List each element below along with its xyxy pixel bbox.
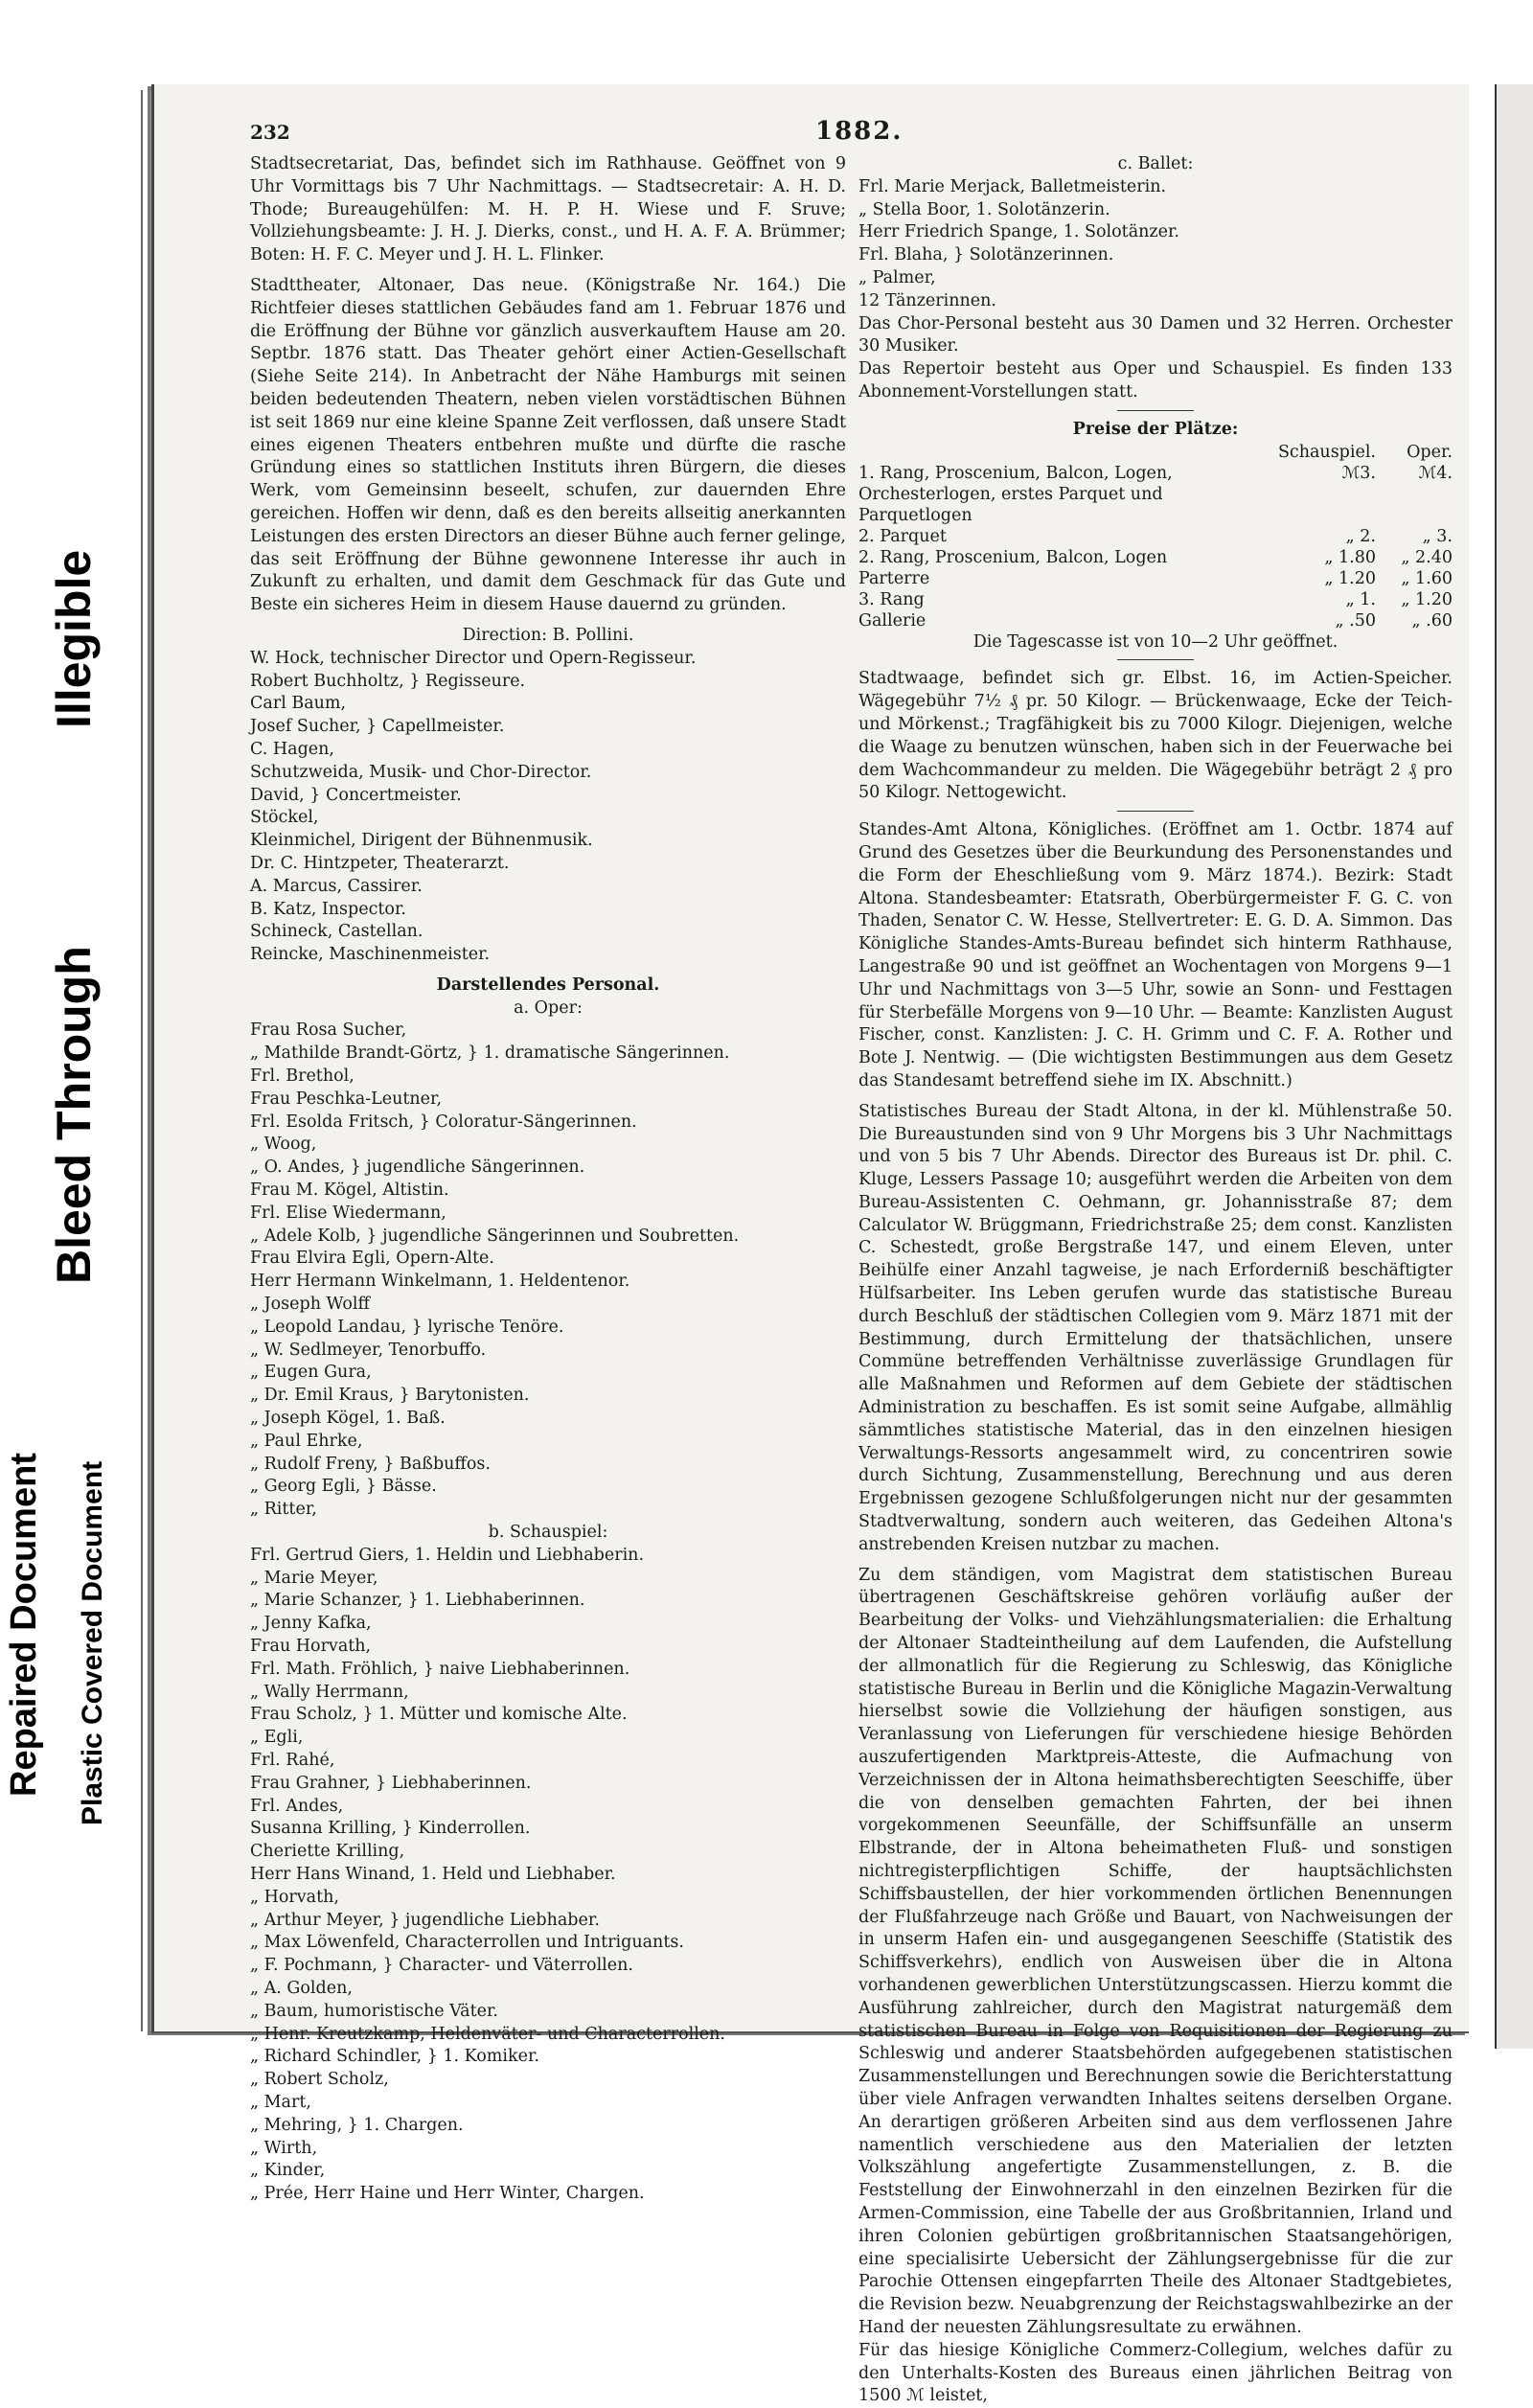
price-label: 2. Rang, Proscenium, Balcon, Logen — [858, 547, 1168, 567]
schauspiel-cast-entry: Frl. Gertrud Giers, 1. Heldin und Liebhaberin. — [250, 1545, 645, 1565]
facing-page-edge — [1495, 84, 1533, 2049]
repaired-document-label: Repaired Document — [4, 1453, 44, 1797]
price-schauspiel: „ 1.80 — [1324, 547, 1376, 567]
price-label: 3. Rang — [858, 589, 925, 609]
bleed-through-label: Bleed Through — [47, 946, 101, 1284]
schauspiel-cast-entry: „ Egli, — [250, 1728, 304, 1748]
staff-entry: Schutzweida, Musik- und Chor-Director. — [250, 762, 592, 782]
geschaeftskreis-paragraph: Zu dem ständigen, vom Magistrat dem statistischen Bureau übertragenen Geschäftskreise gehören vorläufig außer der Bearbeitung der Volks- und Viehzählungsmaterialien: die Erhaltung der Altonaer Stadteintheilung auf dem Laufenden, die Aufstellung der allmonatlich für die Regierung zu Schleswig, das Königliche statistische Bureau in Berlin und die Königliche Magazin-Verwaltung hierselbst sowie die Vollziehung der häufigen sonstigen, aus Veranlassung von Lieferungen für verschiedene hiesige Behörden auszufertigenden Marktpreis-Atteste, die Aufmachung von Verzeichnissen der in Altona heimathsberechtigten Seeschiffe, über die von denselben gemachten Fahrten, der bei ihnen vorgekommenen Seeunfälle, der Schiffsunfälle an unserm Elbstrande, der in Altona beheimatheten Fluß- und sonstigen nichtregisterpflichtigen Schiffe, der hauptsächlichsten Schiffsbaustellen, der hier vorkommenden örtlichen Benennungen der Flußfahrzeuge nach Größe und Bauart, von Nachweisungen der in unserm Hafen ein- und ausgegangenen Seeschiffe (Statistik des Schiffsverkehrs), endlich von Ausweisen über die in Altona vorhandenen gewerblichen Unterstützungscassen. Hierzu kommt die Ausführung zahlreicher, durch den Magistrat naturgemäß dem statistischen Bureau in Folge von Requisitionen der Regierung zu Schleswig und anderer Staatsbehörden aufgegebenen statistischen Zusammenstellungen und Berechnungen sowie die Berichterstattung über viele Anfragen verwandten Inhaltes seitens derselben Organe. An derartigen größeren Arbeiten sind aus dem verflossenen Jahre namentlich verschiedene aus den Materialien der letzten Volkszählung angefertigte Zusammenstellungen, z. B. die Feststellung der Einwohnerzahl in den einzelnen Bezirken für die Armen-Commission, eine Tabelle der aus Großbritannien, Irland und ihren Colonien gebürtigen großbritannischen Staatsangehörigen, eine specialisirte Uebersicht der Zählungsergebnisse für die zur Parochie Ottensen eingepfarrten Theile des Altonaer Stadtgebietes, die Revision bezw. Neuabgrenzung der Reichstagswahlbezirke an der Hand der neuesten Zählungsresultate zu erwähnen. — [858, 1565, 1453, 2337]
plastic-covered-label: Plastic Covered Document — [77, 1460, 108, 1825]
left-column — [250, 153, 846, 2206]
staff-entry: B. Katz, Inspector. — [250, 899, 406, 919]
staff-entry: Carl Baum, — [250, 694, 347, 714]
schauspiel-cast-entry: Susanna Krilling, } Kinderrollen. — [250, 1819, 531, 1839]
schauspiel-cast-entry: Herr Hans Winand, 1. Held und Liebhaber. — [250, 1864, 616, 1884]
direction-heading: Direction: B. Pollini. — [462, 625, 634, 645]
price-label: Parterre — [858, 568, 930, 588]
price-row — [858, 526, 1453, 547]
schauspiel-cast-entry: Frl. Rahé, — [250, 1750, 335, 1770]
price-oper: „ 1.60 — [1401, 568, 1453, 588]
price-table-header — [858, 442, 1453, 463]
oper-cast-entry: Frau Rosa Sucher, — [250, 1021, 407, 1041]
staff-entry: Reincke, Maschinenmeister. — [250, 945, 491, 965]
schauspiel-cast-entry: „ Kinder, — [250, 2161, 326, 2181]
commerz-paragraph: Für das hiesige Königliche Commerz-Collegium, welches dafür zu den Unterhalts-Kosten des Bureaus einen jährlichen Beitrag von 1500 ℳ leistet, — [858, 2340, 1453, 2406]
oper-cast-entry: „ Adele Kolb, } jugendliche Sängerinnen und Soubretten. — [250, 1226, 740, 1246]
schauspiel-cast-entry: Frau Horvath, — [250, 1637, 372, 1656]
oper-heading: a. Oper: — [514, 998, 583, 1018]
preise-heading: Preise der Plätze: — [1072, 419, 1239, 439]
schauspiel-cast-entry: „ Max Löwenfeld, Characterrollen und Intriguants. — [250, 1933, 684, 1953]
price-schauspiel: „ 1. — [1345, 589, 1376, 609]
price-col-schauspiel: Schauspiel. — [1277, 442, 1376, 462]
price-schauspiel: „ .50 — [1335, 610, 1376, 631]
statistisches-entry: Statistisches Bureau der Stadt Altona, in der kl. Mühlenstraße 50. Die Bureaustunden sind von 9 Uhr Morgens bis 3 Uhr Nachmittags und von 5 bis 7 Uhr Abends. Director des Bureaus ist Dr. phil. C. Kluge, Lessers Passage 10; ausgeführt werden die Arbeiten von dem Bureau-Assistenten C. Oehmann, gr. Johannisstraße 87; dem Calculator W. Brüggmann, Friedrichstraße 25; dem const. Kanzlisten C. Schestedt, große Bergstraße 147, und einem Eleven, unter Beihülfe einer Anzahl tagweise, je nach Erforderniß beschäftigter Hülfsarbeiter. Ins Leben gerufen wurde das statistische Bureau durch Beschluß der städtischen Collegien vom 9. März 1871 mit der Bestimmung, durch Ermittelung der thatsächlichen, unsere Commüne betreffenden Verhältnisse zuverlässige Grundlagen für alle Maßnahmen und Reformen auf dem Gebiete der städtischen Administration zu beschaffen. Es ist somit seine Aufgabe, allmählig sämmtliches statistische Material, das in den einzelnen hiesigen Verwaltungs-Ressorts angesammelt wird, zu concentriren sowie durch Sichtung, Zusammenstellung, Berechnung und aus deren Ergebnissen gezogene Schlußfolgerungen nicht nur der gesammten Stadtverwaltung, sondern auch weiteren, das Gedeihen Altona's anstrebenden Kreisen nutzbar zu machen. — [858, 1101, 1453, 1554]
ballet-cast-entry: Herr Friedrich Spange, 1. Solotänzer. — [858, 222, 1179, 242]
schauspiel-cast-entry: „ Wirth, — [250, 2138, 318, 2158]
oper-cast-entry: Frl. Brethol, — [250, 1066, 355, 1087]
staff-entry: Robert Buchholtz, } Regisseure. — [250, 671, 526, 691]
ballet-cast-entry: „ Palmer, — [858, 267, 936, 287]
page-number: 232 — [250, 121, 290, 144]
illegible-label: Illegible — [47, 549, 101, 728]
staff-list — [250, 648, 846, 967]
staff-entry: W. Hock, technischer Director und Opern-Regisseur. — [250, 648, 697, 668]
oper-cast-entry: Frau M. Kögel, Altistin. — [250, 1181, 449, 1201]
price-col-oper: Oper. — [1407, 442, 1453, 462]
stadtwaage-entry: Stadtwaage, befindet sich gr. Elbst. 16, im Actien-Speicher. Wägegebühr 7½ ₰ pr. 50 Kilogr. — Brückenwaage, Ecke der Teich- und Mörkenst.; Tragfähigkeit bis zu 7000 Kilogr. Diejenigen, welche die Waage zu benutzen wünschen, haben sich in der Feuerwache bei dem Wachcommandeur zu melden. Die Wägegebühr beträgt 2 ₰ pro 50 Kilogr. Nettogewicht. — [858, 669, 1453, 803]
oper-cast-entry: „ O. Andes, } jugendliche Sängerinnen. — [250, 1158, 585, 1178]
oper-cast-entry: Frl. Esolda Fritsch, } Coloratur-Sängerinnen. — [250, 1112, 637, 1132]
oper-cast-entry: „ Paul Ehrke, — [250, 1431, 363, 1451]
price-oper: „ .60 — [1411, 610, 1453, 631]
oper-cast-entry: „ Rudolf Freny, } Baßbuffos. — [250, 1454, 491, 1474]
schauspiel-cast-entry: „ Marie Schanzer, } 1. Liebhaberinnen. — [250, 1591, 585, 1611]
schauspiel-cast-entry: Frau Grahner, } Liebhaberinnen. — [250, 1773, 532, 1793]
staff-entry: Kleinmichel, Dirigent der Bühnenmusik. — [250, 831, 593, 851]
oper-cast-entry: „ Leopold Landau, } lyrische Tenöre. — [250, 1317, 564, 1337]
stadtsecretariat-entry: Stadtsecretariat, Das, befindet sich im Rathhause. Geöffnet von 9 Uhr Vormittags bis 7 Uhr Nachmittags. — Stadtsecretair: A. H. D. Thode; Bureaugehülfen: M. H. P. H. Wiese und F. Sruve; Vollziehungsbeamte: J. H. J. Dierks, const., und H. A. F. A. Brümmer; Boten: H. F. C. Meyer und J. H. L. Flinker. — [250, 154, 846, 265]
staff-entry: C. Hagen, — [250, 739, 334, 759]
right-column — [858, 153, 1453, 2408]
standesamt-entry: Standes-Amt Altona, Königliches. (Eröffnet am 1. Octbr. 1874 auf Grund des Gesetzes über die Beurkundung des Personenstandes und die Form der Eheschließung vom 9. März 1874.). Bezirk: Stadt Altona. Standesbeamter: Etatsrath, Oberbürgermeister F. G. C. von Thaden, Senator C. W. Hesse, Stellvertreter: E. G. D. A. Simmon. Das Königliche Standes-Amts-Bureau befindet sich hinterm Rathhause, Langestraße 90 und ist geöffnet an Wochentagen von Morgens 9—1 Uhr und Nachmittags von 3—5 Uhr, sowie an Sonn- und Festtagen für Sterbefälle Morgens von 9—10 Uhr. — Beamte: Kanzlisten August Fischer, const. Kanzlisten: J. C. H. Grimm und C. F. A. Rother und Bote J. Nentwig. — (Die wichtigsten Bestimmungen aus dem Gesetz das Standesamt betreffend siehe im IX. Abschnitt.) — [858, 820, 1453, 1090]
price-oper: „ 2.40 — [1401, 547, 1453, 567]
tagescasse-note: Die Tagescasse ist von 10—2 Uhr geöffnet. — [972, 631, 1339, 652]
oper-cast-entry: „ Ritter, — [250, 1500, 317, 1520]
price-row — [858, 547, 1453, 568]
price-schauspiel: ℳ3. — [1341, 463, 1376, 483]
chor-paragraph: Das Chor-Personal besteht aus 30 Damen und 32 Herren. Orchester 30 Musiker. — [858, 313, 1453, 356]
schauspiel-cast-entry: „ Mehring, } 1. Chargen. — [250, 2115, 464, 2135]
staff-entry: Schineck, Castellan. — [250, 922, 423, 942]
schauspiel-cast-entry: „ Marie Meyer, — [250, 1568, 378, 1588]
price-oper: „ 1.20 — [1401, 589, 1453, 609]
oper-cast-entry: „ Joseph Wolff — [250, 1295, 370, 1315]
staff-entry: A. Marcus, Cassirer. — [250, 876, 423, 896]
schauspiel-cast-entry: „ Jenny Kafka, — [250, 1614, 372, 1634]
oper-cast-entry: „ Georg Egli, } Bässe. — [250, 1477, 437, 1497]
personal-heading: Darstellendes Personal. — [436, 975, 660, 995]
schauspiel-cast-entry: „ Baum, humoristische Väter. — [250, 2001, 498, 2021]
schauspiel-cast-entry: „ Richard Schindler, } 1. Komiker. — [250, 2047, 539, 2067]
schauspiel-cast-entry: „ Henr. Kreutzkamp, Heldenväter- und Characterrollen. — [250, 2024, 725, 2044]
ballet-list — [858, 176, 1453, 313]
ballet-cast-entry: 12 Tänzerinnen. — [858, 290, 996, 310]
oper-cast-entry: „ Joseph Kögel, 1. Baß. — [250, 1409, 446, 1429]
schauspiel-heading: b. Schauspiel: — [488, 1523, 608, 1543]
price-schauspiel: „ 1.20 — [1324, 568, 1376, 588]
ballet-cast-entry: „ Stella Boor, 1. Solotänzerin. — [858, 199, 1110, 219]
section-rule — [1117, 659, 1194, 660]
oper-cast-entry: Frau Peschka-Leutner, — [250, 1089, 443, 1109]
price-table — [858, 442, 1453, 631]
oper-cast-entry: „ Mathilde Brandt-Görtz, } 1. dramatische Sängerinnen. — [250, 1043, 730, 1064]
schauspiel-cast-entry: „ Wally Herrmann, — [250, 1682, 409, 1702]
schauspiel-cast-entry: „ Mart, — [250, 2092, 311, 2112]
oper-cast-entry: „ Woog, — [250, 1135, 317, 1155]
price-label: 2. Parquet — [858, 526, 947, 546]
schauspiel-cast-entry: „ A. Golden, — [250, 1978, 353, 1998]
oper-cast-entry: Frau Elvira Egli, Opern-Alte. — [250, 1249, 494, 1269]
price-row — [858, 463, 1453, 526]
stadttheater-entry: Stadttheater, Altonaer, Das neue. (Königstraße Nr. 164.) Die Richtfeier dieses stattlichen Gebäudes fand am 1. Februar 1876 und die Eröffnung der Bühne vor gänzlich ausverkauftem Hause am 20. Septbr. 1876 statt. Das Theater gehört einer Actien-Gesellschaft (Siehe Seite 214). In Anbetracht der Nähe Hamburgs mit seinen beiden bedeutenden Theatern, neben vielen vorstädtischen Bühnen ist seit 1869 nur eine kleine Spanne Zeit verflossen, daß unsere Stadt eines eigenen Theaters entbehren mußte und dürfte die rasche Gründung eines so stattlichen Instituts ihren Bürgern, die dieses Werk, vom Gemeinsinn beseelt, schufen, zur dauernden Ehre gereichen. Hoffen wir denn, daß es den bereits allseitig anerkannten Leistungen des ersten Directors an dieser Bühne auch ferner gelinge, das seit Eröffnung der Bühne gewonnene Interesse ihr auch in Zukunft zu erhalten, und damit dem Geschmack für das Gute und Beste ein sicheres Heim in diesem Hause dauernd zu gründen. — [250, 275, 846, 615]
page-header — [250, 117, 1448, 149]
price-row — [858, 610, 1453, 631]
staff-entry: Dr. C. Hintzpeter, Theaterarzt. — [250, 853, 510, 873]
ballet-cast-entry: Frl. Blaha, } Solotänzerinnen. — [858, 245, 1114, 265]
section-rule — [1117, 410, 1194, 411]
price-label: Gallerie — [858, 610, 927, 631]
ballet-heading: c. Ballet: — [1117, 154, 1194, 173]
schauspiel-cast-entry: „ Horvath, — [250, 1887, 339, 1907]
oper-cast-entry: „ W. Sedlmeyer, Tenorbuffo. — [250, 1340, 487, 1360]
oper-cast-entry: „ Dr. Emil Kraus, } Barytonisten. — [250, 1386, 530, 1406]
price-row — [858, 568, 1453, 589]
oper-cast-entry: Herr Hermann Winkelmann, 1. Heldentenor. — [250, 1272, 630, 1292]
price-label: 1. Rang, Proscenium, Balcon, Logen, Orchesterlogen, erstes Parquet und Parquetlogen — [858, 463, 1173, 525]
oper-cast-entry: Frl. Elise Wiedermann, — [250, 1203, 446, 1223]
price-schauspiel: „ 2. — [1345, 526, 1376, 546]
oper-cast-entry: „ Eugen Gura, — [250, 1363, 372, 1383]
oper-list — [250, 1020, 846, 1522]
ballet-cast-entry: Frl. Marie Merjack, Balletmeisterin. — [858, 176, 1167, 196]
schauspiel-cast-entry: Cheriette Krilling, — [250, 1842, 405, 1862]
schauspiel-cast-entry: „ F. Pochmann, } Character- und Väterrollen. — [250, 1956, 633, 1976]
price-oper: „ 3. — [1422, 526, 1453, 546]
scanned-page — [151, 84, 1469, 2406]
staff-entry: Josef Sucher, } Capellmeister. — [250, 717, 505, 737]
schauspiel-cast-entry: „ Prée, Herr Haine und Herr Winter, Chargen. — [250, 2184, 645, 2204]
schauspiel-list — [250, 1545, 846, 2206]
staff-entry: David, } Concertmeister. — [250, 785, 462, 805]
scan-annotation-sidebar — [0, 0, 144, 2086]
schauspiel-cast-entry: Frl. Andes, — [250, 1796, 344, 1816]
schauspiel-cast-entry: Frl. Math. Fröhlich, } naive Liebhaberinnen. — [250, 1659, 630, 1679]
section-rule — [1117, 811, 1194, 812]
price-row — [858, 589, 1453, 610]
price-oper: ℳ4. — [1418, 463, 1453, 483]
staff-entry: Stöckel, — [250, 808, 319, 828]
schauspiel-cast-entry: „ Arthur Meyer, } jugendliche Liebhaber. — [250, 1910, 600, 1930]
schauspiel-cast-entry: „ Robert Scholz, — [250, 2070, 389, 2090]
repertoir-paragraph: Das Repertoir besteht aus Oper und Schauspiel. Es finden 133 Abonnement-Vorstellungen statt. — [858, 359, 1453, 401]
schauspiel-cast-entry: Frau Scholz, } 1. Mütter und komische Alte. — [250, 1705, 628, 1725]
page-year: 1882. — [815, 117, 904, 146]
